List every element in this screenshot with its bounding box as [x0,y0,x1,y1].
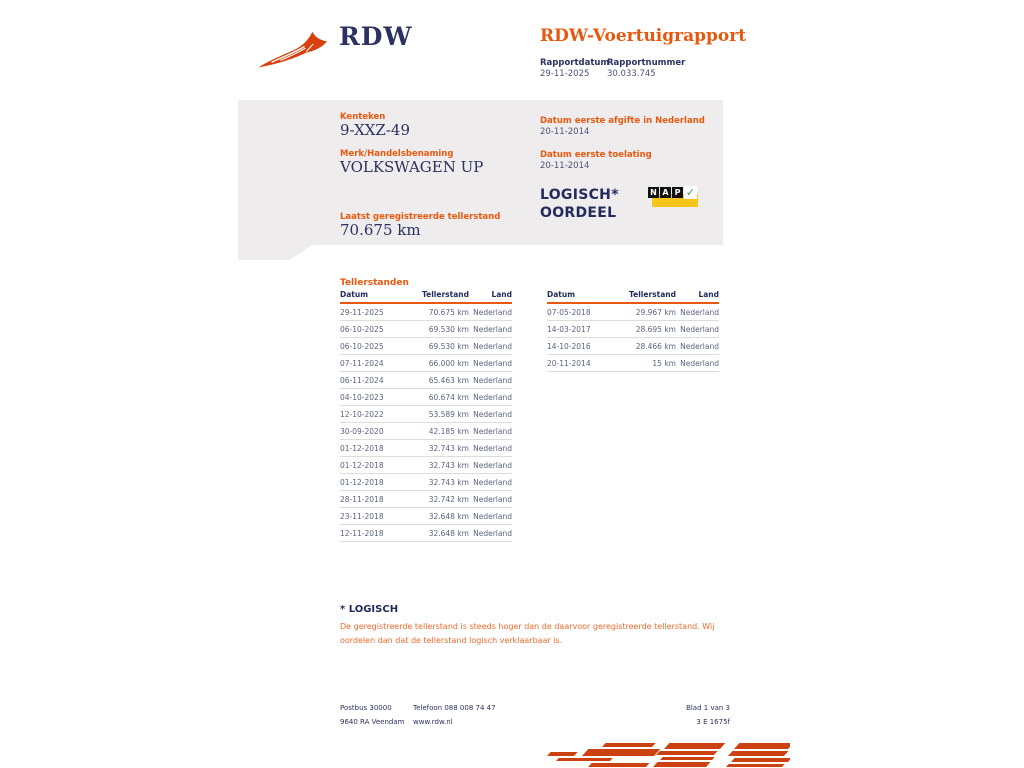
table-row [340,406,512,423]
footer-address-line2: 9640 RA Veendam [340,718,405,726]
cell-tellerstand: 15 km [619,355,676,372]
kenteken-value: 9-XXZ-49 [340,121,411,139]
cell-tellerstand: 65.463 km [412,372,469,389]
table-row [547,303,719,321]
footer-page-info [630,701,730,729]
cell-tellerstand: 32.742 km [412,491,469,508]
cell-datum: 01-12-2018 [340,474,412,491]
nap-badge [648,187,700,210]
table-header-row [547,290,719,303]
toelating-value: 20-11-2014 [540,161,590,171]
speed-stripes-graphic [542,743,790,768]
cell-tellerstand: 32.743 km [412,474,469,491]
cell-land: Nederland [469,389,512,406]
cell-tellerstand: 29.967 km [619,303,676,321]
afgifte-value: 20-11-2014 [540,127,590,137]
cell-land: Nederland [469,423,512,440]
afgifte-label: Datum eerste afgifte in Nederland [540,116,705,126]
cell-datum: 01-12-2018 [340,440,412,457]
cell-tellerstand: 66.000 km [412,355,469,372]
table-row [547,355,719,372]
table-row [340,389,512,406]
report-date-value: 29-11-2025 [540,69,590,79]
merk-label: Merk/Handelsbenaming [340,149,454,159]
cell-tellerstand: 69.530 km [412,321,469,338]
table-row [340,474,512,491]
cell-tellerstand: 42.185 km [412,423,469,440]
column-header-tellerstand: Tellerstand [619,290,676,303]
cell-land: Nederland [469,491,512,508]
footer-address [340,701,404,729]
nap-check-icon: ✓ [685,186,696,199]
cell-land: Nederland [469,474,512,491]
laatste-tellerstand-value: 70.675 km [340,221,421,239]
cell-datum: 07-05-2018 [547,303,619,321]
footer-form-code: 3 E 1675f [696,718,730,726]
table-row [340,525,512,542]
cell-datum: 07-11-2024 [340,355,412,372]
cell-tellerstand: 60.674 km [412,389,469,406]
cell-land: Nederland [469,457,512,474]
cell-datum: 06-10-2025 [340,338,412,355]
cell-land: Nederland [676,321,719,338]
table-row [547,321,719,338]
cell-land: Nederland [469,372,512,389]
nap-letter-a: A [660,187,671,198]
footer-page-number: Blad 1 van 3 [686,704,730,712]
merk-value: VOLKSWAGEN UP [340,158,484,176]
cell-land: Nederland [469,406,512,423]
cell-datum: 23-11-2018 [340,508,412,525]
footer-phone: Telefoon 088 008 74 47 [413,704,496,712]
column-header-tellerstand: Tellerstand [412,290,469,303]
tellerstanden-section-title: Tellerstanden [340,278,409,288]
table-row [340,338,512,355]
report-number-label: Rapportnummer [607,58,686,68]
table-row [340,321,512,338]
table-row [340,372,512,389]
oordeel-line1: LOGISCH* [540,187,619,203]
cell-land: Nederland [469,440,512,457]
cell-land: Nederland [469,338,512,355]
cell-datum: 14-03-2017 [547,321,619,338]
oordeel-text [540,186,619,222]
cell-datum: 06-11-2024 [340,372,412,389]
cell-land: Nederland [469,508,512,525]
table-row [340,355,512,372]
cell-datum: 28-11-2018 [340,491,412,508]
table-row [340,440,512,457]
report-date-label: Rapportdatum [540,58,610,68]
report-title: RDW-Voertuigrapport [540,26,747,46]
cell-land: Nederland [469,303,512,321]
table-row [340,508,512,525]
cell-tellerstand: 32.743 km [412,440,469,457]
cell-tellerstand: 32.648 km [412,508,469,525]
laatste-tellerstand-label: Laatst geregistreerde tellerstand [340,212,501,222]
tellerstanden-table-right [547,290,719,372]
column-header-datum: Datum [340,290,412,303]
cell-land: Nederland [469,321,512,338]
table-row [340,423,512,440]
nap-letter-n: N [648,187,659,198]
cell-datum: 12-10-2022 [340,406,412,423]
cell-datum: 12-11-2018 [340,525,412,542]
vehicle-info-box-tab [238,245,312,260]
table-header-row [340,290,512,303]
rdw-wing-logo-icon [256,29,334,71]
table-row [340,491,512,508]
column-header-datum: Datum [547,290,619,303]
verdict-text: De geregistreerde tellerstand is steeds hoger dan de daarvoor geregistreerde tellerstand. Wij oordelen dan dat de tellerstand logisch verklaarbaar is. [340,622,715,645]
cell-datum: 06-10-2025 [340,321,412,338]
cell-tellerstand: 53.589 km [412,406,469,423]
nap-squares [648,187,697,199]
footer-contact [413,701,496,729]
cell-tellerstand: 69.530 km [412,338,469,355]
cell-datum: 01-12-2018 [340,457,412,474]
cell-land: Nederland [469,525,512,542]
cell-datum: 29-11-2025 [340,303,412,321]
cell-datum: 20-11-2014 [547,355,619,372]
report-number-value: 30.033.745 [607,69,656,79]
cell-land: Nederland [676,355,719,372]
cell-datum: 30-09-2020 [340,423,412,440]
cell-tellerstand: 32.743 km [412,457,469,474]
cell-tellerstand: 32.648 km [412,525,469,542]
tellerstanden-table-left [340,290,512,542]
nap-letter-p: P [672,187,683,198]
cell-tellerstand: 70.675 km [412,303,469,321]
verdict-title: * LOGISCH [340,604,399,615]
cell-land: Nederland [676,338,719,355]
table-row [547,338,719,355]
cell-land: Nederland [469,355,512,372]
cell-land: Nederland [676,303,719,321]
table-row [340,457,512,474]
column-header-land: Land [676,290,719,303]
kenteken-label: Kenteken [340,112,386,122]
footer-website: www.rdw.nl [413,718,453,726]
table-row [340,303,512,321]
oordeel-line2: OORDEEL [540,205,617,221]
toelating-label: Datum eerste toelating [540,150,652,160]
cell-tellerstand: 28.695 km [619,321,676,338]
cell-datum: 04-10-2023 [340,389,412,406]
column-header-land: Land [469,290,512,303]
cell-tellerstand: 28.466 km [619,338,676,355]
cell-datum: 14-10-2016 [547,338,619,355]
rdw-logo-text: RDW [339,22,413,51]
footer-address-line1: Postbus 30000 [340,704,392,712]
